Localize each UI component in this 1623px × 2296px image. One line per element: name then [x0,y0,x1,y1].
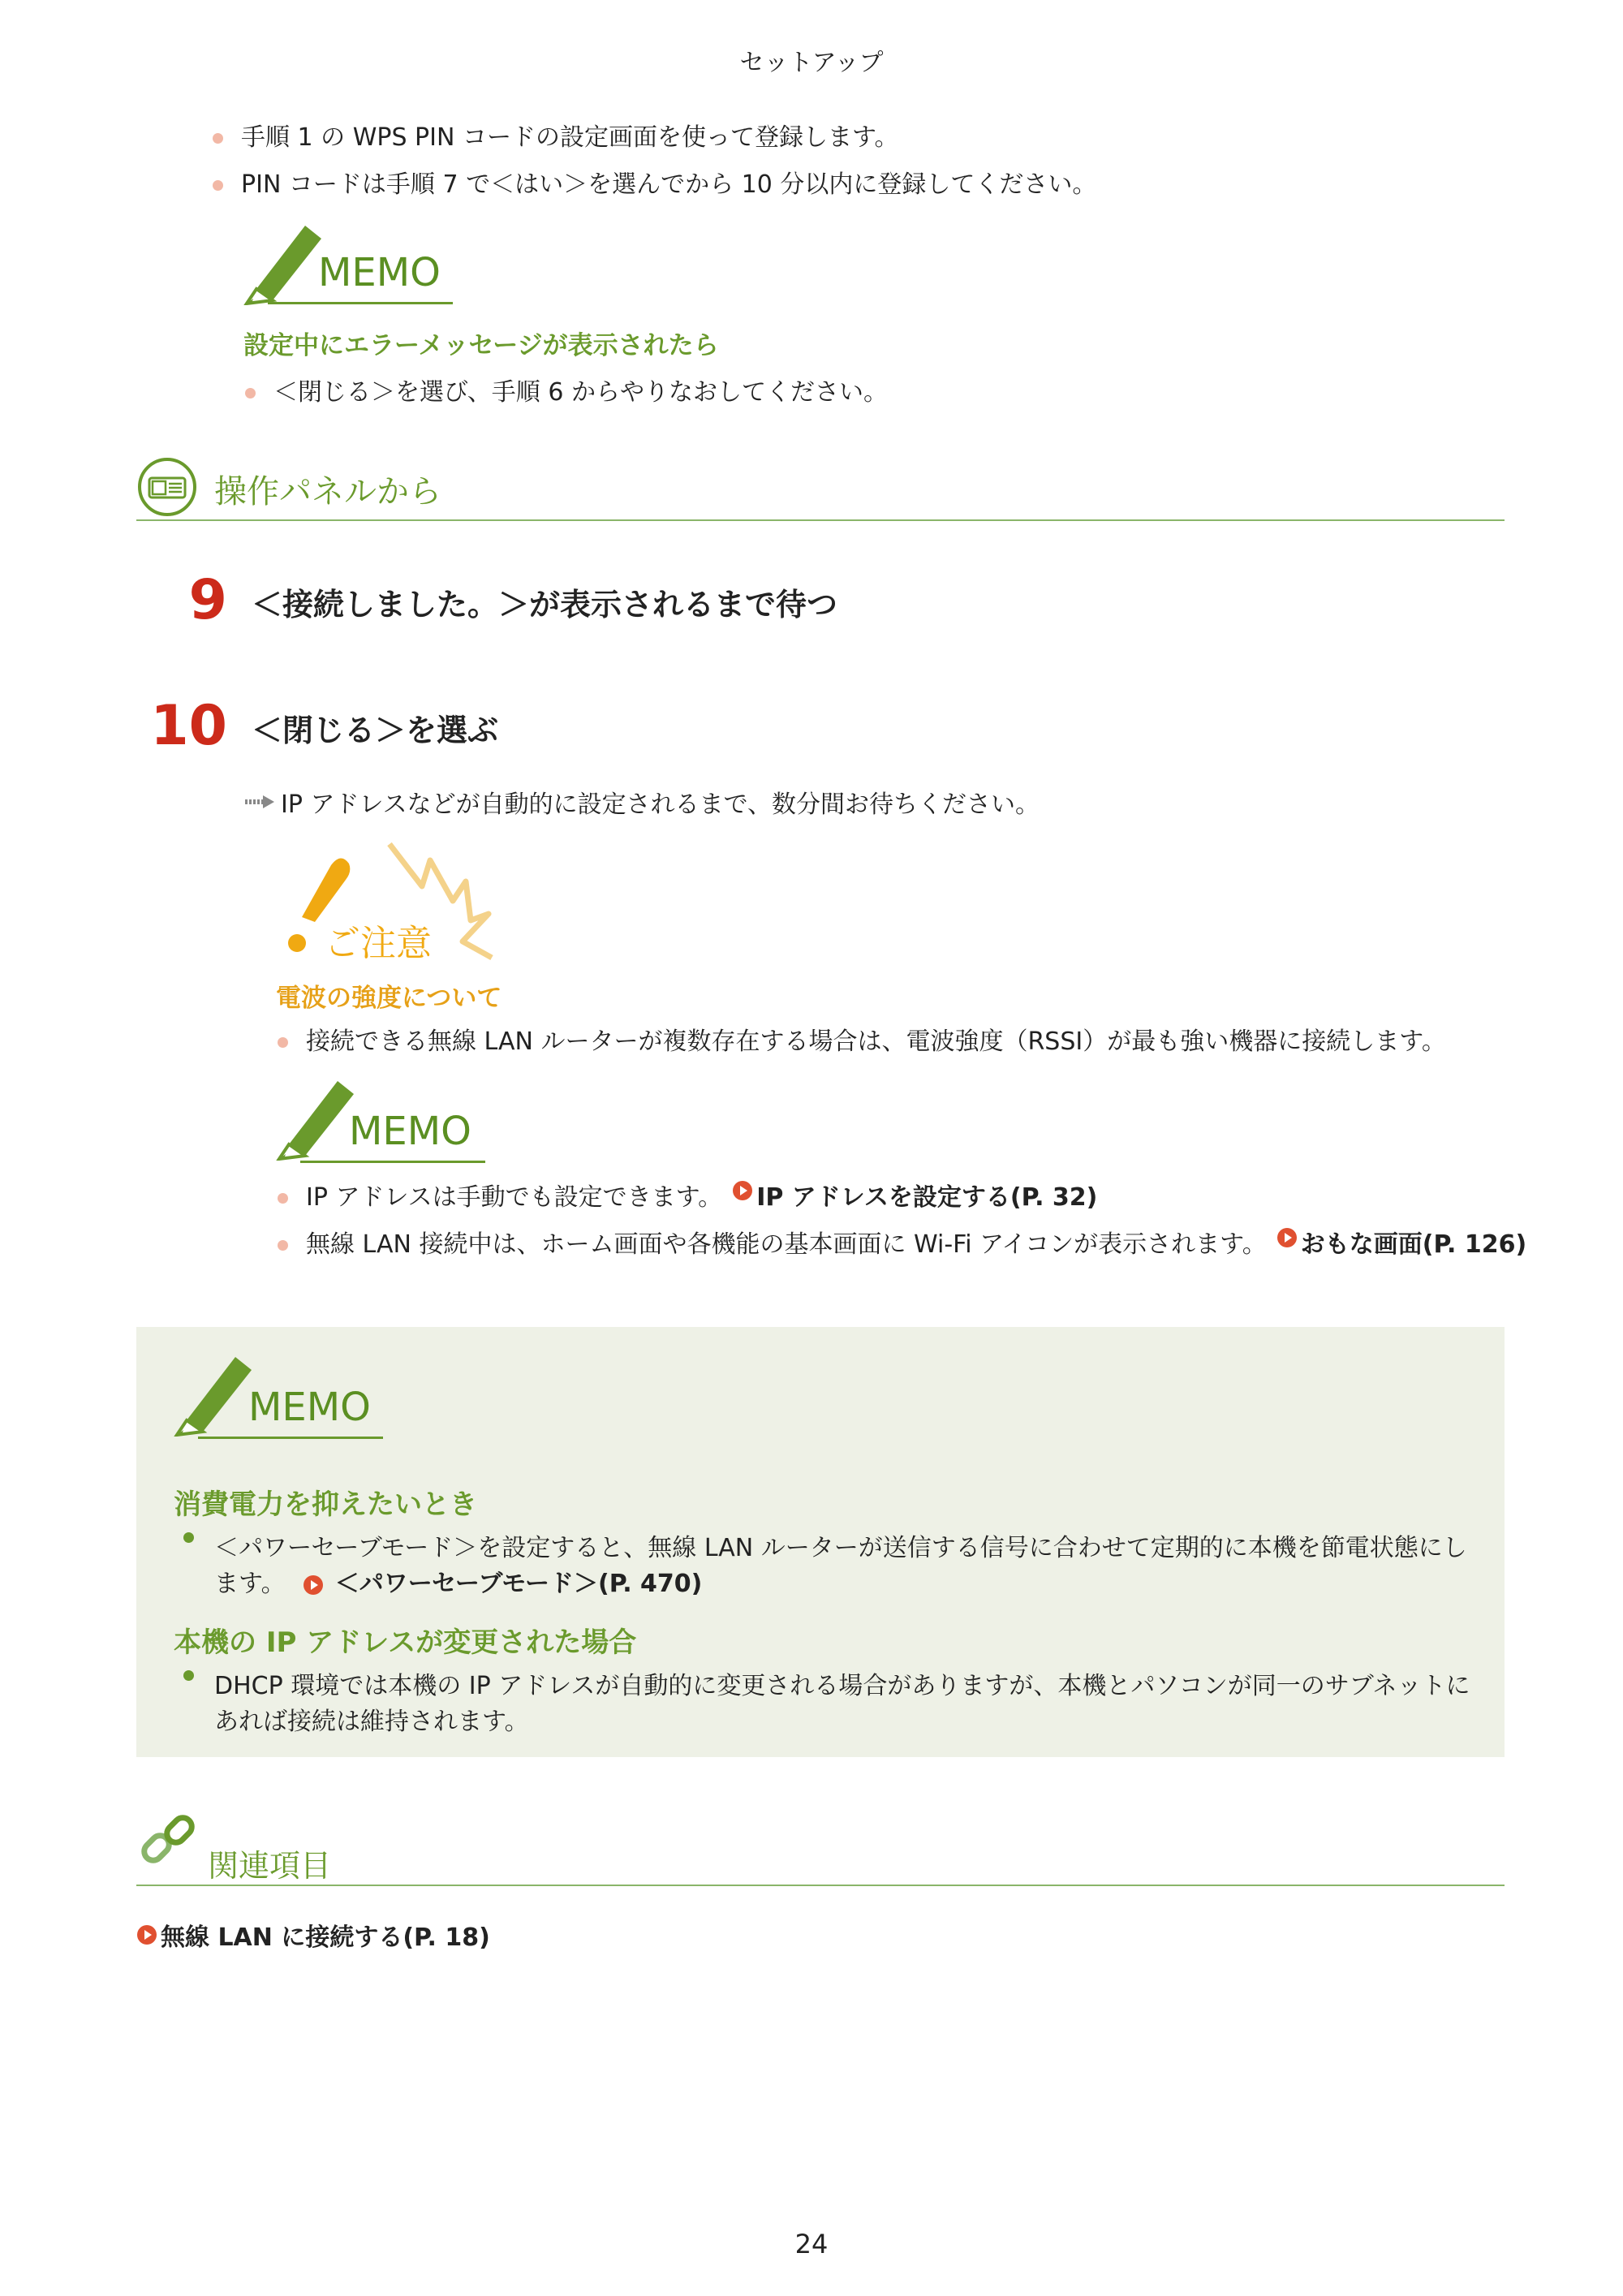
list-item: 接続できる無線 LAN ルーターが複数存在する場合は、電波強度（RSSI）が最も強い機器に接続します。 [278,1024,1446,1060]
chain-link-icon [136,1808,201,1873]
caution-heading: 電波の強度について [276,984,502,1013]
operation-panel-icon [136,456,198,518]
bullet-icon [245,388,256,398]
bullet-icon [213,133,223,144]
link-ip-address[interactable]: IP アドレスを設定する(P. 32) [756,1183,1098,1212]
bullet-icon [278,1037,288,1048]
bullet-icon [183,1532,194,1543]
arrow-right-icon [245,794,276,810]
memo-underline [268,302,453,304]
list-item: ＜閉じる＞を選び、手順 6 からやりなおしてください。 [245,375,888,411]
list-item: 無線 LAN 接続中は、ホーム画面や各機能の基本画面に Wi-Fi アイコンが表示されます。 おもな画面(P. 126) [278,1227,1526,1263]
step-text: ＜接続しました。＞が表示されるまで待つ [252,587,838,622]
link-arrow-icon [136,1924,157,1945]
memo-underline [300,1161,485,1163]
link-arrow-icon [732,1180,753,1201]
bullet-icon [278,1240,288,1251]
link-wireless-lan[interactable]: 無線 LAN に接続する(P. 18) [161,1923,490,1952]
list-item: DHCP 環境では本機の IP アドレスが自動的に変更される場合がありますが、本機とパソコンが同一のサブネットに あれば接続は維持されます。 [180,1669,1470,1740]
memo-underline [198,1437,383,1439]
memo-label: MEMO [248,1385,371,1430]
related-title: 関連項目 [208,1848,332,1884]
memo-label: MEMO [349,1109,471,1154]
bullet-icon [213,180,223,191]
related-link-row [136,1917,490,1953]
step-result: IP アドレスなどが自動的に設定されるまで、数分間お待ちください。 [245,784,1040,820]
memo-label: MEMO [318,250,441,295]
bullet-icon [278,1193,288,1204]
step-number: 10 [150,694,227,758]
page-number: 24 [794,2229,829,2259]
memo-heading: 消費電力を抑えたいとき [174,1488,477,1521]
memo-heading: 本機の IP アドレスが変更された場合 [174,1626,637,1659]
list-item: ＜パワーセーブモード＞を設定すると、無線 LAN ルーターが送信する信号に合わせて定期的に本機を節電状態にし ます。 ＜パワーセーブモード＞(P. 470) [180,1531,1467,1602]
step-text: ＜閉じる＞を選ぶ [252,713,499,748]
list-item: IP アドレスは手動でも設定できます。 IP アドレスを設定する(P. 32) [278,1180,1097,1216]
caution-label: ご注意 [325,923,432,964]
link-power-save-mode[interactable]: ＜パワーセーブモード＞(P. 470) [334,1570,703,1598]
list-item: PIN コードは手順 7 で＜はい＞を選んでから 10 分以内に登録してください。 [213,167,1096,203]
list-item: 手順 1 の WPS PIN コードの設定画面を使って登録します。 [213,120,899,156]
page-header-title: セットアップ [739,49,884,77]
section-divider [136,519,1505,521]
memo-heading: 設定中にエラーメッセージが表示されたら [243,331,719,360]
section-divider [136,1885,1505,1886]
link-arrow-icon [303,1574,324,1596]
section-title: 操作パネルから [214,473,441,510]
step-number: 9 [188,568,227,632]
link-main-screen[interactable]: おもな画面(P. 126) [1300,1230,1527,1259]
bullet-icon [183,1670,194,1681]
link-arrow-icon [1276,1227,1298,1248]
